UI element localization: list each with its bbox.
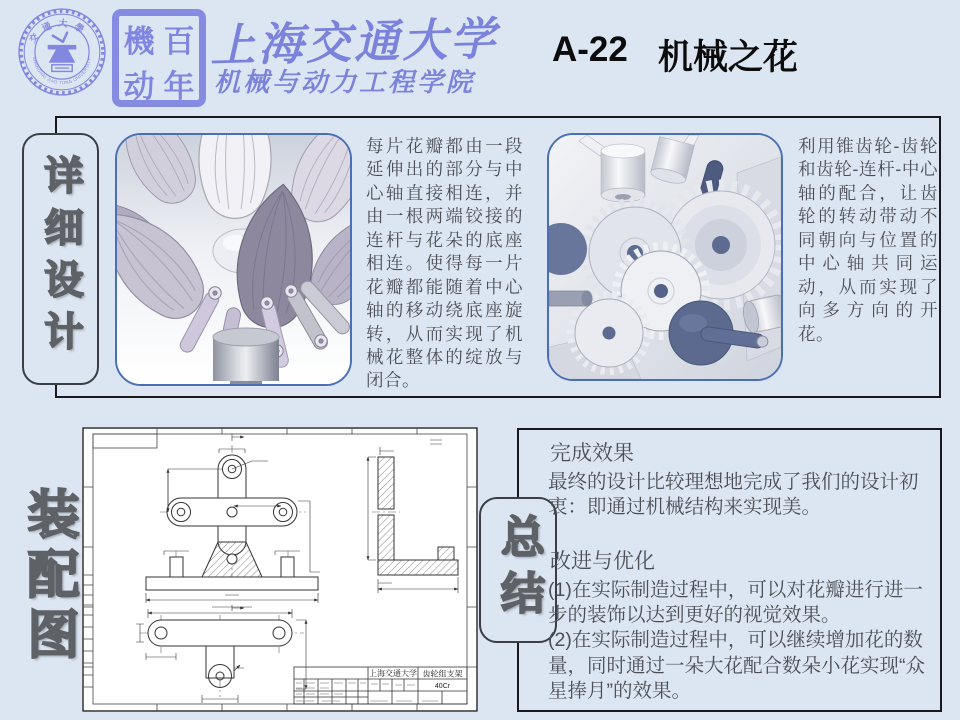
svg-text:交通大學 <box>27 17 92 46</box>
title-block <box>294 667 467 704</box>
university-name-calligraphy: 上海交通大学 <box>209 12 499 73</box>
assembly-drawing <box>82 427 478 712</box>
assembly-drawing-label: 装配图 <box>18 487 78 667</box>
improve-item-1: (1)在实际制造过程中，可以对花瓣进行进一步的装饰以达到更好的视觉效果。 <box>548 578 923 627</box>
improve-item-2: (2)在实际制造过程中，可以继续增加花的数量，同时通过一朵大花配合数朵小花实现“众星捧月”的效果。 <box>548 629 925 703</box>
page-title <box>552 30 912 80</box>
centennial-seal <box>112 9 206 107</box>
gear-caption: 利用锥齿轮-齿轮和齿轮-连杆-中心轴的配合，让齿轮的转动带动不同朝向与位置的中心轴共同运动，从而实现了向多方向的开花。 <box>798 136 938 344</box>
petal-mechanism-image <box>115 133 352 386</box>
seal-char: 機 <box>123 24 155 60</box>
title-block-material: 40Cr <box>434 683 451 690</box>
bottom-view <box>136 609 306 703</box>
emblem-top-text: 交通大學 <box>27 17 91 46</box>
gear-mechanism-image <box>547 133 783 381</box>
school-name-calligraphy: 机械与动力工程学院 <box>214 68 476 98</box>
seal-char: 百 <box>163 24 195 60</box>
improve-heading: 改进与优化 <box>550 549 655 573</box>
title-block-org: 上海交通大学 <box>369 669 417 678</box>
seal-char: 动 <box>123 69 155 105</box>
front-view <box>146 434 320 611</box>
page-title-code: A-22 <box>552 30 628 69</box>
summary-label: 总结 <box>493 514 544 626</box>
university-emblem-icon <box>16 5 108 99</box>
base-cylinder <box>213 328 279 384</box>
summary-content <box>548 437 932 704</box>
title-block-part: 齿轮组支架 <box>422 669 463 679</box>
detail-design-tag <box>22 133 99 385</box>
emblem-bottom-text: SHANGHAI JIAO TONG UNIVERSITY <box>31 56 93 86</box>
page-title-text: 机械之花 <box>657 38 798 77</box>
emblem-anvil-icon <box>48 33 77 72</box>
section-view <box>368 440 458 593</box>
result-heading: 完成效果 <box>550 442 634 465</box>
summary-tag <box>479 497 557 643</box>
seal-char: 年 <box>163 69 195 105</box>
result-body: 最终的设计比较理想地完成了我们的设计初衷：即通过机械结构来实现美。 <box>548 471 919 519</box>
petal-caption: 每片花瓣都由一段延伸出的部分与中心轴直接相连，并由一根两端铰接的连杆与花朵的底座相连。使得每一片花瓣都能随着中心轴的移动绕底座旋转，从而实现了机械花整体的绽放与闭合。 <box>366 136 523 391</box>
detail-design-label: 详细设计 <box>38 155 83 363</box>
